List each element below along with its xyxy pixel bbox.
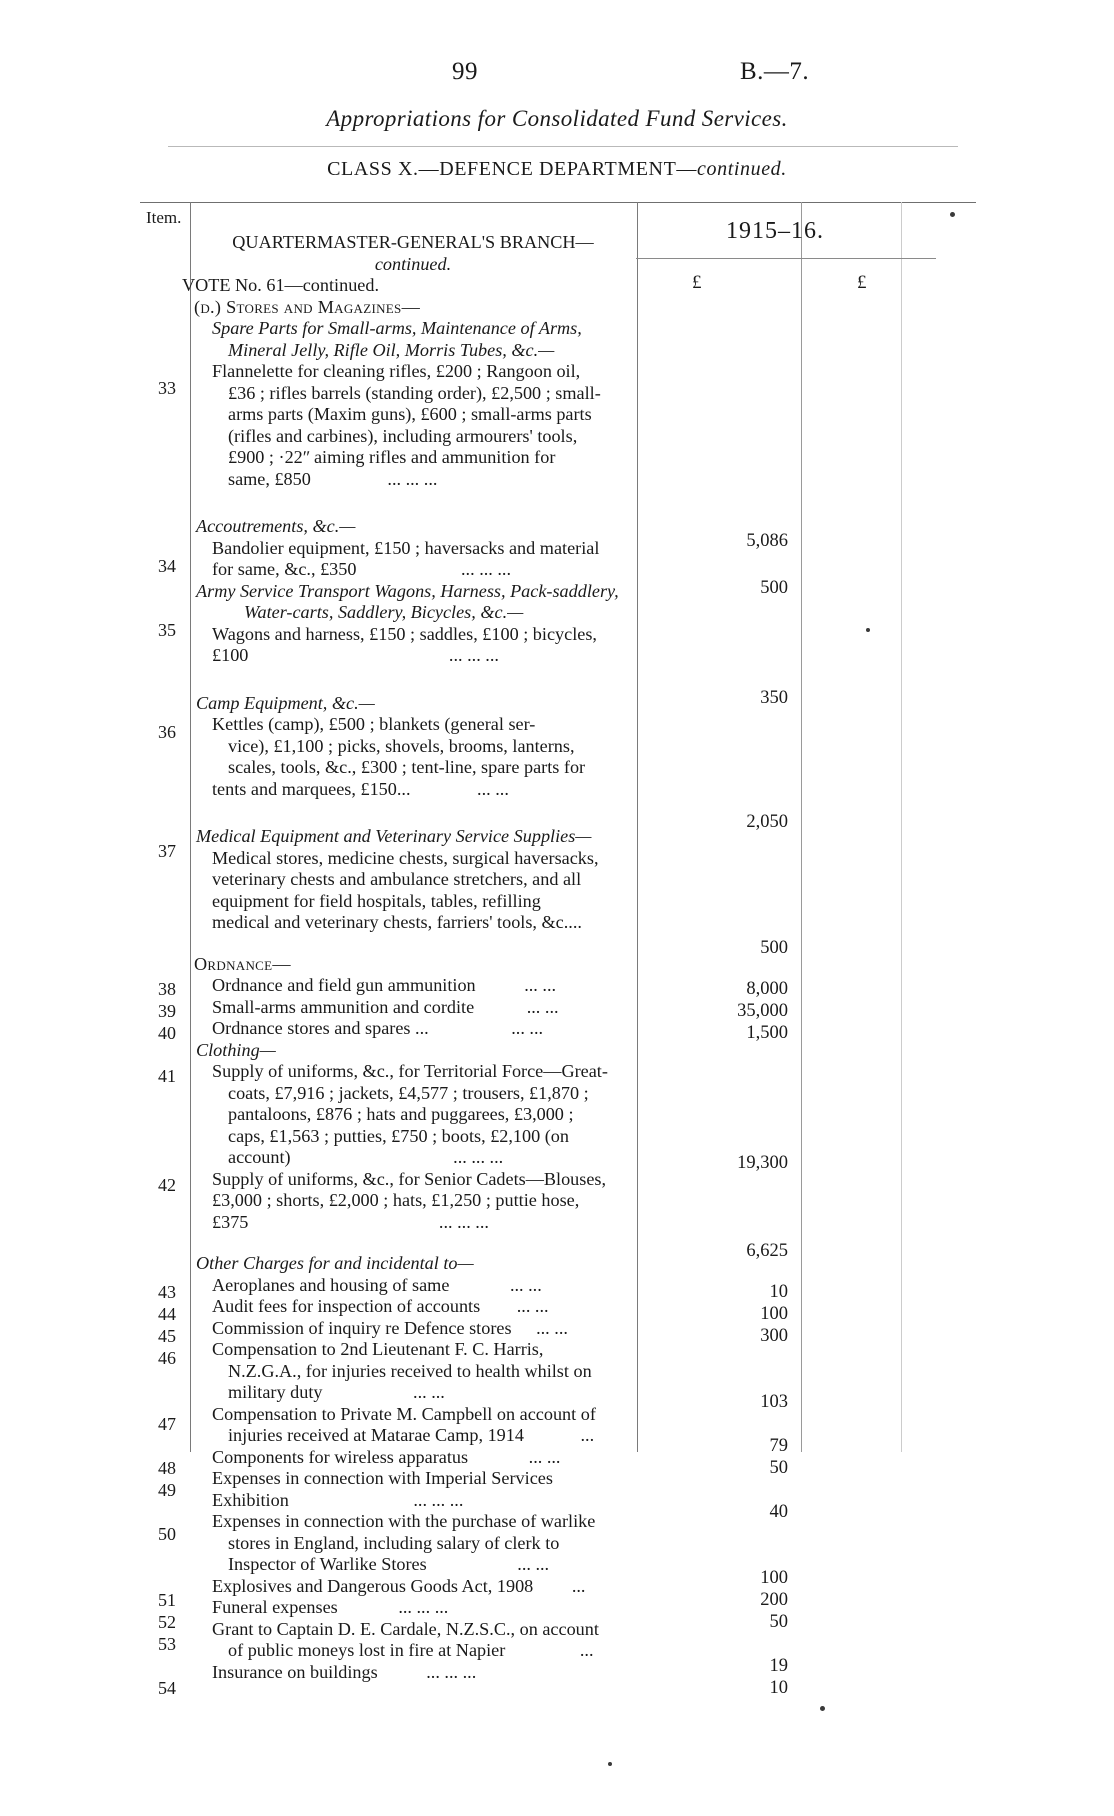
row-50-line-3 [196,1554,630,1576]
row-47-line-2-text: injuries received at Matarae Camp, 1914 [228,1425,524,1445]
amount-34: 500 [760,578,788,598]
description-column-rule [636,202,638,1452]
item-number-38: 38 [158,979,176,999]
entry-34-line-2 [196,559,630,581]
item-number-50: 50 [158,1524,176,1544]
row-39-text: Small-arms ammunition and cordite [212,996,475,1017]
entry-36-leader: ... ... [477,778,509,799]
header-divider [168,146,958,147]
entry-35-line-2 [196,645,630,667]
amount-40: 1,500 [746,1023,788,1043]
entry-33-leader: ... ... ... [387,468,438,489]
row-48-text: Components for wireless apparatus [212,1446,469,1467]
amount-48: 50 [769,1458,788,1478]
row-52-text: Funeral expenses [212,1597,338,1617]
row-40-leader: ... ... [511,1018,544,1038]
entry-35-heading-1: Army Service Transport Wagons, Harness, Pack-saddlery, [196,580,619,601]
row-51-leader: ... [571,1575,586,1596]
entry-34-line-1: Bandolier equipment, £150 ; haversacks and material [212,537,600,558]
row-44 [196,1296,630,1318]
row-42-line-3 [196,1212,630,1234]
row-38 [196,975,630,997]
year-divider [636,258,936,259]
scan-speck [950,212,955,217]
item-number-54: 54 [158,1678,176,1698]
currency-symbol-2: £ [857,272,867,293]
row-44-text: Audit fees for inspection of accounts [212,1296,481,1316]
entry-36-heading: Camp Equipment, &c.— [196,692,375,713]
row-47-line-1: Compensation to Private M. Campbell on account of [212,1403,596,1424]
row-46-line-2: N.Z.G.A., for injuries received to health whilst on [228,1360,592,1381]
amount-35: 350 [760,688,788,708]
row-46-line-1: Compensation to 2nd Lieutenant F. C. Harris, [212,1339,544,1359]
entry-37-line-3: equipment for field hospitals, tables, refilling [212,890,541,911]
row-45 [196,1318,630,1340]
amount-43: 10 [769,1282,788,1302]
row-40-text: Ordnance stores and spares ... [212,1018,429,1038]
row-54-leader: ... ... ... [426,1661,477,1682]
row-51 [196,1576,630,1598]
entry-36-line-4-text: tents and marquees, £150... [212,778,411,799]
row-41-line-3: pantaloons, £876 ; hats and puggarees, £3,000 ; [228,1104,574,1124]
item-number-42: 42 [158,1175,176,1195]
row-50-leader: ... ... [517,1554,550,1574]
amount-53: 19 [769,1656,788,1676]
entry-34-heading: Accoutrements, &c.— [196,516,356,536]
class-heading-continued: continued. [697,158,787,180]
amount-38: 8,000 [746,979,788,999]
entry-33-line-4: (rifles and carbines), including armourers' tools, [228,425,578,446]
row-38-leader: ... ... [524,975,557,995]
amount-39: 35,000 [737,1001,788,1021]
entry-35-line-2-text: £100 [212,645,249,665]
row-41-line-2: coats, £7,916 ; jackets, £4,577 ; trousers, £1,870 ; [228,1082,589,1103]
item-number-44: 44 [158,1304,176,1324]
amount-41: 19,300 [737,1153,788,1173]
row-43 [196,1275,630,1297]
row-51-text: Explosives and Dangerous Goods Act, 1908 [212,1575,534,1596]
clothing-label: Clothing— [196,1039,276,1060]
running-title: Appropriations for Consolidated Fund Services. [326,106,788,131]
row-45-text: Commission of inquiry re Defence stores [212,1317,512,1338]
item-number-49: 49 [158,1480,176,1500]
entry-36-line-2: vice), £1,100 ; picks, shovels, brooms, lanterns, [228,735,575,756]
entry-33-line-1: Flannelette for cleaning rifles, £200 ; Rangoon oil, [212,361,581,381]
row-50-line-1: Expenses in connection with the purchase of warlike [212,1511,596,1531]
amount-33: 5,086 [746,531,788,551]
row-47-leader: ... [580,1425,595,1445]
entry-35-heading-2: Water-carts, Saddlery, Bicycles, &c.— [244,602,524,622]
entry-37-line-1: Medical stores, medicine chests, surgical haversacks, [212,847,599,868]
row-42-line-3-text: £375 [212,1211,249,1232]
entry-33-line-3: arms parts (Maxim guns), £600 ; small-arms parts [228,404,592,424]
row-50-line-3-text: Inspector of Warlike Stores [228,1554,427,1574]
row-46-line-3 [196,1382,630,1404]
row-49-line-1: Expenses in connection with Imperial Services [212,1468,553,1488]
item-number-53: 53 [158,1634,176,1654]
column-header-year: 1915–16. [726,218,824,244]
row-41-line-5-text: account) [228,1147,291,1167]
row-52-leader: ... ... ... [398,1597,449,1617]
entry-33-line-6 [196,469,630,491]
row-52 [196,1597,630,1619]
row-48-leader: ... ... [528,1446,561,1467]
item-number-40: 40 [158,1023,176,1043]
row-54 [196,1662,630,1684]
branch-title-continued: continued. [374,253,452,274]
entry-33-line-2: £36 ; rifles barrels (standing order), £2,500 ; small- [228,382,601,403]
row-45-leader: ... ... [536,1317,568,1338]
scan-speck [866,628,870,632]
row-42-leader: ... ... ... [438,1211,489,1232]
row-48 [196,1447,630,1469]
document-code: B.—7. [740,58,810,85]
row-41-line-1: Supply of uniforms, &c., for Territorial Force—Great- [212,1061,608,1081]
branch-title: QUARTERMASTER-GENERAL'S BRANCH— [232,232,594,252]
amount-52: 50 [769,1612,788,1632]
entry-35-line-1: Wagons and harness, £150 ; saddles, £100 ; bicycles, [212,623,597,644]
item-number-39: 39 [158,1001,176,1021]
row-49-line-2-text: Exhibition [212,1489,289,1510]
row-38-text: Ordnance and field gun ammunition [212,975,476,995]
vote-line: VOTE No. 61—continued. [182,275,379,295]
amount-37: 500 [760,938,788,958]
ordnance-label: Ordnance— [194,953,291,974]
row-49-line-2 [196,1490,630,1512]
item-number-46: 46 [158,1348,176,1368]
row-49-leader: ... ... ... [413,1489,464,1510]
column-header-item: Item. [146,208,182,227]
entry-34-line-2-text: for same, &c., £350 [212,559,357,579]
item-number-41: 41 [158,1066,176,1086]
item-number-35: 35 [158,620,176,640]
row-53-line-2-text: of public moneys lost in fire at Napier [228,1640,506,1660]
item-number-52: 52 [158,1612,176,1632]
amount-50: 100 [760,1568,788,1588]
item-number-48: 48 [158,1458,176,1478]
item-number-34: 34 [158,556,176,576]
amount-42: 6,625 [746,1241,788,1261]
row-53-line-2 [196,1640,630,1662]
row-50-line-2: stores in England, including salary of clerk to [228,1532,560,1553]
scan-speck [608,1762,612,1766]
other-charges-label: Other Charges for and incidental to— [196,1253,474,1273]
item-number-47: 47 [158,1414,176,1434]
subhead-stores-magazines: (d.) Stores and Magazines— [194,296,421,317]
amount-45: 300 [760,1326,788,1346]
row-46-leader: ... ... [413,1382,445,1402]
entry-36-line-4 [196,779,630,801]
row-53-leader: ... [579,1640,594,1660]
row-42-line-2: £3,000 ; shorts, £2,000 ; hats, £1,250 ; puttie hose, [212,1190,580,1210]
amount-51: 200 [760,1590,788,1610]
entry-36-line-1: Kettles (camp), £500 ; blankets (general ser- [212,714,536,734]
amount-49: 40 [769,1502,788,1522]
entry-33-heading-2: Mineral Jelly, Rifle Oil, Morris Tubes, &c.— [228,339,555,360]
row-42-line-1: Supply of uniforms, &c., for Senior Cadets—Blouses, [212,1168,607,1189]
amount-46: 103 [760,1392,788,1412]
row-54-text: Insurance on buildings [212,1661,378,1682]
entry-33-line-6-text: same, £850 [228,468,311,489]
row-39 [196,997,630,1019]
row-47-line-2 [196,1425,630,1447]
entry-36-line-3: scales, tools, &c., £300 ; tent-line, spare parts for [228,757,586,777]
item-number-43: 43 [158,1282,176,1302]
page-number: 99 [452,58,478,85]
row-53-line-1: Grant to Captain D. E. Cardale, N.Z.S.C., on account [212,1618,599,1639]
amount-44: 100 [760,1304,788,1324]
amount-column-rule [800,202,802,1452]
description-column [182,232,630,1683]
amount-column-2-rule [900,202,902,1452]
item-number-36: 36 [158,722,176,742]
entry-37-heading: Medical Equipment and Veterinary Service Supplies— [196,826,592,846]
entry-35-leader: ... ... ... [448,645,499,665]
row-43-text: Aeroplanes and housing of same [212,1274,450,1295]
entry-33-heading-1: Spare Parts for Small-arms, Maintenance of Arms, [212,318,582,338]
class-heading [0,158,1114,181]
scan-speck [820,1706,825,1711]
entry-34-leader: ... ... ... [461,559,512,579]
row-41-line-5 [196,1147,630,1169]
row-41-line-4: caps, £1,563 ; putties, £750 ; boots, £2,100 (on [228,1125,569,1146]
row-39-leader: ... ... [526,996,559,1017]
page-header [0,58,1114,92]
class-heading-main: CLASS X.—DEFENCE DEPARTMENT— [327,158,698,180]
table-top-rule [140,202,976,203]
entry-33-line-5: £900 ; ·22ʺ aiming rifles and ammunition for [228,447,556,467]
item-number-33: 33 [158,378,176,398]
entry-37-line-4: medical and veterinary chests, farriers' tools, &c.... [212,912,582,932]
item-number-51: 51 [158,1590,176,1610]
row-41-leader: ... ... ... [453,1147,504,1167]
row-43-leader: ... ... [509,1274,542,1295]
amount-36: 2,050 [746,812,788,832]
row-40 [196,1018,630,1040]
amount-47: 79 [769,1436,788,1456]
entry-37-line-2: veterinary chests and ambulance stretchers, and all [212,869,582,889]
item-number-45: 45 [158,1326,176,1346]
amount-54: 10 [769,1678,788,1698]
currency-symbol-1: £ [692,272,702,293]
item-number-37: 37 [158,841,176,861]
row-44-leader: ... ... [516,1296,549,1316]
row-46-line-3-text: military duty [228,1382,323,1402]
